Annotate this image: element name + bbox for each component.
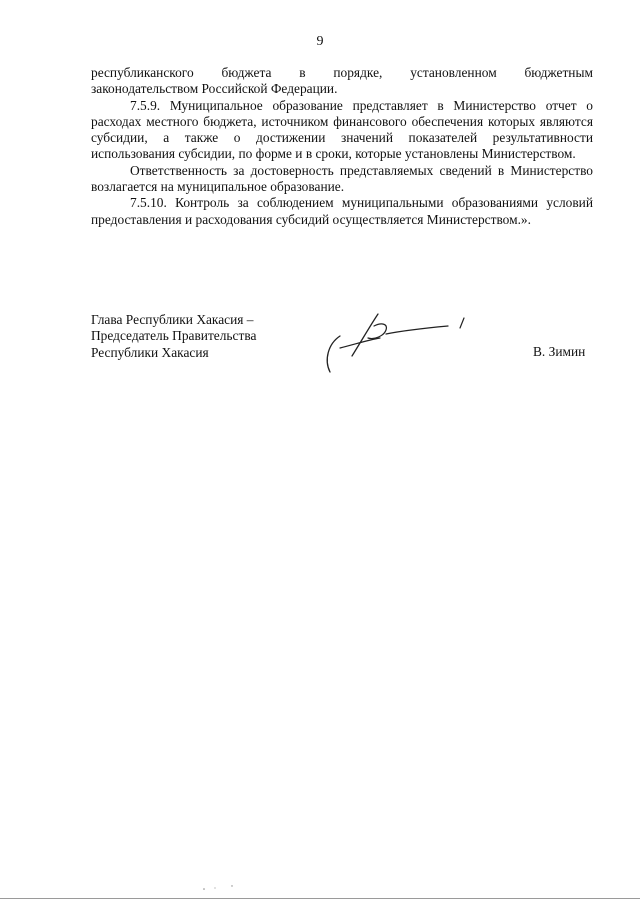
word: республиканского: [91, 65, 194, 80]
page-number: 9: [316, 34, 324, 49]
paragraph-responsibility: Ответственность за достоверность представляемых сведений в Министерство возлагается на муниципальное образование.: [91, 162, 593, 195]
signatory-title: [91, 312, 256, 361]
signatory-title-line1: Глава Республики Хакасия –: [91, 312, 254, 327]
word: бюджетным: [524, 65, 593, 80]
scan-specks: [200, 884, 240, 892]
paragraph-continuation-line1: [91, 65, 593, 81]
paragraph-7-5-10: 7.5.10. Контроль за соблюдением муниципальными образованиями условий предоставления и расходования субсидий осуществляется Министерством.».: [91, 195, 593, 227]
word: бюджета: [221, 65, 272, 80]
word: в: [299, 65, 306, 80]
signatory-title-line3: Республики Хакасия: [91, 344, 209, 360]
signer-name: В. Зимин: [533, 344, 586, 359]
paragraph-7-5-9: 7.5.9. Муниципальное образование представляет в Министерство отчет о расходах местного бюджета, источником финансового обеспечения которых являются субсидии, а также о достижении значений показателей результативности использования субсидии, по форме и в сроки, которые установлены Министерством.: [91, 97, 593, 162]
word: порядке,: [333, 65, 383, 80]
document-body: [91, 65, 593, 228]
paragraph-continuation-line2: законодательством Российской Федерации.: [91, 81, 338, 97]
signatory-title-line2: Председатель Правительства: [91, 328, 257, 344]
word: установленном: [410, 65, 497, 80]
page-bottom-edge: [0, 898, 640, 899]
handwritten-signature: [316, 300, 486, 380]
